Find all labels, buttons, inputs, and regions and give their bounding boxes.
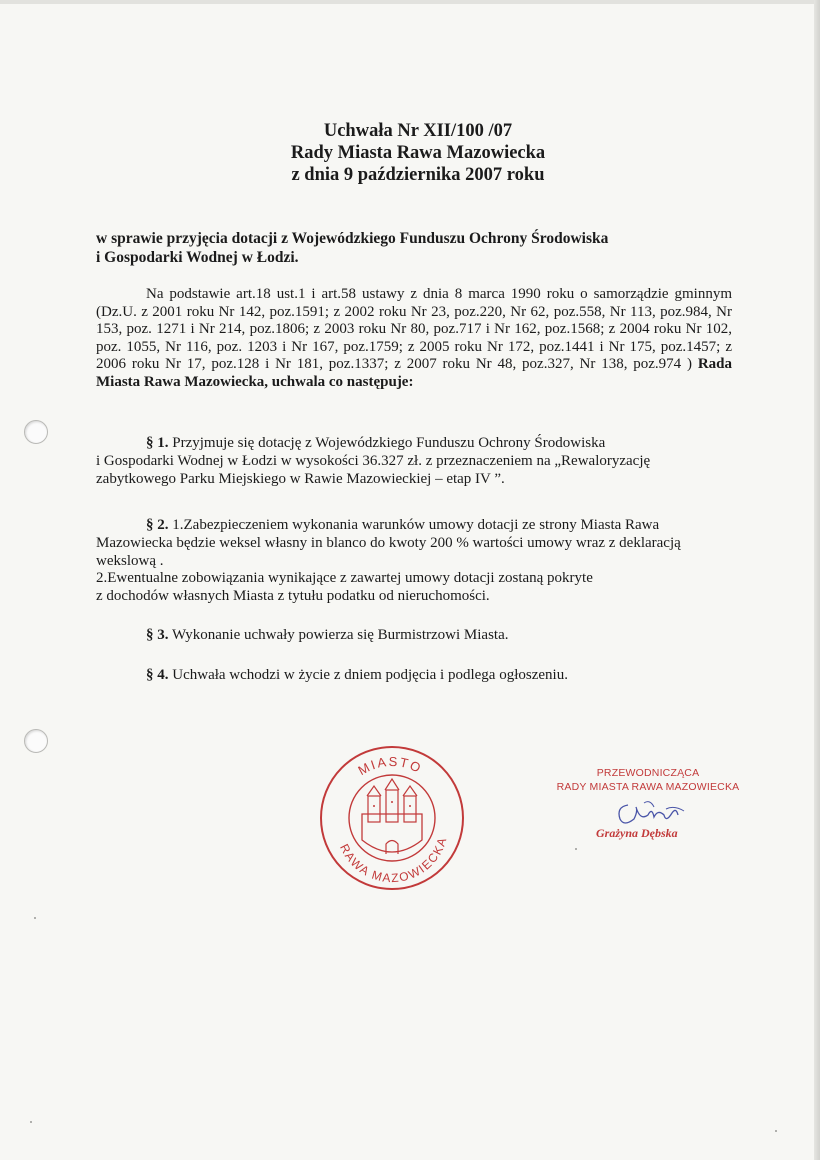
subject-line: w sprawie przyjęcia dotacji z Wojewódzkiego Funduszu Ochrony Środowiska [96, 230, 609, 247]
scan-edge-top [0, 0, 820, 4]
legal-basis-text [96, 286, 732, 392]
paragraph-line: Uchwała wchodzi w życie z dniem podjęcia i podlega ogłoszeniu. [172, 667, 568, 683]
paragraph-line: 2.Ewentualne zobowiązania wynikające z zawartej umowy dotacji zostaną pokryte [96, 570, 593, 587]
paragraph-2 [96, 517, 746, 606]
subject-line: i Gospodarki Wodnej w Łodzi. [96, 249, 299, 266]
paragraph-line: 1.Zabezpieczeniem wykonania warunków umowy dotacji ze strony Miasta Rawa [172, 517, 660, 533]
paragraph-1 [96, 435, 746, 488]
resolution-date: z dnia 9 października 2007 roku [291, 165, 545, 185]
paragraph-4 [96, 667, 746, 685]
paragraph-line: wekslową . [96, 552, 164, 569]
scan-speck [575, 848, 577, 850]
resolution-number: Uchwała Nr XII/100 /07 [323, 121, 513, 141]
seal-text-top: MIASTO [355, 753, 425, 779]
signature-title: PRZEWODNICZĄCA [596, 767, 700, 779]
paragraph-line: Mazowiecka będzie weksel własny in blanco do kwoty 200 % wartości umowy wraz z deklaracją [96, 534, 681, 551]
paragraph-symbol: § 3. [146, 627, 169, 643]
paragraph-line: z dochodów własnych Miasta z tytułu podatku od nieruchomości. [96, 588, 490, 605]
paragraph-symbol: § 1. [146, 435, 169, 451]
signatory-name: Grażyna Dębska [596, 826, 678, 840]
signature-stamp [548, 767, 748, 847]
paragraph-3 [96, 627, 746, 645]
legal-basis [96, 286, 732, 392]
city-seal-icon [318, 744, 466, 892]
paragraph-line: Przyjmuje się dotację z Wojewódzkiego Funduszu Ochrony Środowiska [172, 435, 606, 451]
resolution-clause: Rada Miasta Rawa Mazowiecka, uchwala co następuje: [96, 356, 733, 390]
signature-title-body: RADY MIASTA RAWA MAZOWIECKA [556, 781, 740, 793]
resolution-subject [96, 229, 716, 267]
scan-speck [775, 1130, 777, 1132]
seal-text-bottom: RAWA MAZOWIECKA [337, 834, 450, 886]
scan-speck [34, 917, 36, 919]
paragraph-symbol: § 4. [146, 667, 169, 683]
scan-speck [30, 1121, 32, 1123]
resolution-heading [0, 120, 820, 186]
paragraph-line: zabytkowego Parku Miejskiego w Rawie Mazowieckiej – etap IV ”. [96, 470, 505, 487]
legal-basis-citation: Na podstawie art.18 ust.1 i art.58 ustawy z dnia 8 marca 1990 roku o samorządzie gminnym (Dz.U. z 2001 roku Nr 142, poz.1591; z 2002 roku Nr 23, poz.220, Nr 62, poz.558, Nr 113, poz.984, Nr 153, poz. 1271 i Nr 214, poz.1806; z 2003 roku Nr 80, poz.717 i Nr 162, poz.1568; z 2004 roku Nr 102, poz. 1055, Nr 116, poz. 1203 i Nr 167, poz.1759; z 2005 roku Nr 172, poz.1441 i Nr 175, poz.1457; z 2006 roku Nr 17, poz.128 i Nr 181, poz.1337; z 2007 roku Nr 48, poz.327, Nr 138, poz.974 ) [96, 286, 732, 373]
paragraph-line: i Gospodarki Wodnej w Łodzi w wysokości 36.327 zł. z przeznaczeniem na „Rewaloryzację [96, 452, 651, 469]
punch-hole-icon [24, 729, 48, 753]
paragraph-line: Wykonanie uchwały powierza się Burmistrzowi Miasta. [171, 627, 509, 643]
punch-hole-icon [24, 420, 48, 444]
paragraph-symbol: § 2. [146, 517, 169, 533]
council-name: Rady Miasta Rawa Mazowiecka [290, 143, 546, 163]
